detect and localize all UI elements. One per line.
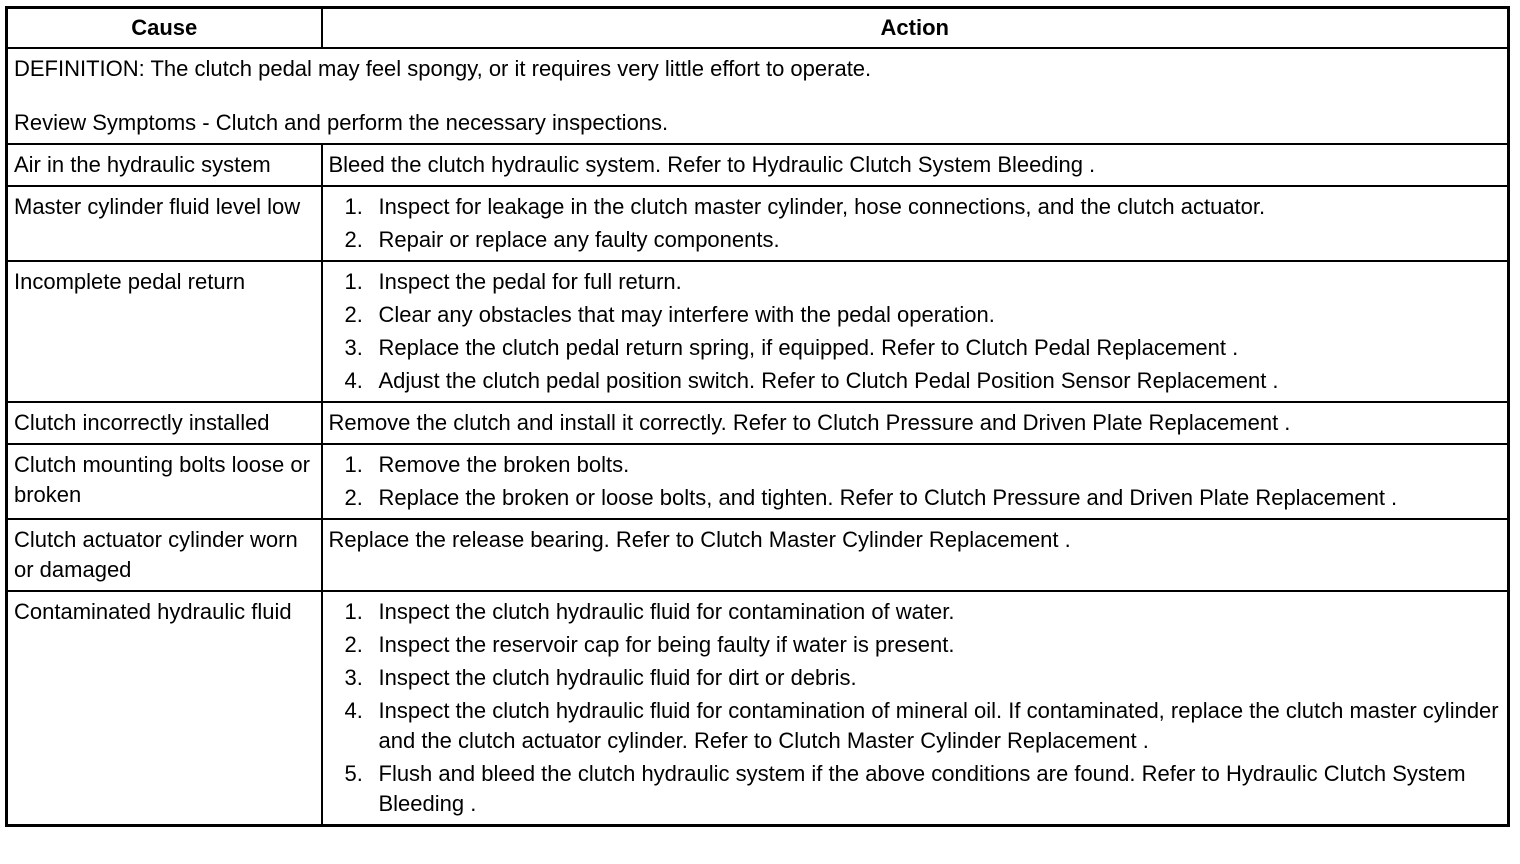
step-number: 2. — [344, 227, 363, 252]
action-step — [329, 333, 1502, 363]
definition-cell — [7, 48, 1509, 144]
step-text: Inspect the reservoir cap for being faulty if water is present. — [378, 632, 955, 657]
step-text: Repair or replace any faulty components. — [378, 227, 780, 252]
step-number: 3. — [344, 335, 363, 360]
cause-cell: Air in the hydraulic system — [7, 144, 322, 186]
table-row — [7, 519, 1509, 591]
step-text: Inspect the pedal for full return. — [378, 269, 682, 294]
step-number: 1. — [344, 269, 363, 294]
table-row — [7, 444, 1509, 519]
step-number: 4. — [344, 698, 363, 723]
header-row — [7, 8, 1509, 49]
step-text: Clear any obstacles that may interfere with the pedal operation. — [378, 302, 995, 327]
step-number: 3. — [344, 665, 363, 690]
step-text: Flush and bleed the clutch hydraulic system if the above conditions are found. Refer to Hydraulic Clutch System Bleeding . — [378, 761, 1466, 816]
cause-cell: Clutch actuator cylinder worn or damaged — [7, 519, 322, 591]
table-row — [7, 144, 1509, 186]
step-text: Inspect the clutch hydraulic fluid for contamination of water. — [378, 599, 955, 624]
step-text: Replace the broken or loose bolts, and tighten. Refer to Clutch Pressure and Driven Plate Replacement . — [378, 485, 1398, 510]
step-text: Remove the broken bolts. — [378, 452, 630, 477]
step-number: 1. — [344, 599, 363, 624]
action-cell: Replace the release bearing. Refer to Clutch Master Cylinder Replacement . — [322, 519, 1509, 591]
step-text: Inspect the clutch hydraulic fluid for dirt or debris. — [378, 665, 857, 690]
definition-row — [7, 48, 1509, 144]
cause-cell: Master cylinder fluid level low — [7, 186, 322, 261]
table-row — [7, 261, 1509, 402]
definition-spacer — [14, 84, 1501, 108]
step-number: 5. — [344, 761, 363, 786]
step-text: Inspect for leakage in the clutch master cylinder, hose connections, and the clutch actuator. — [378, 194, 1266, 219]
step-number: 4. — [344, 368, 363, 393]
action-column-header: Action — [322, 8, 1509, 49]
step-text: Replace the clutch pedal return spring, if equipped. Refer to Clutch Pedal Replacement . — [378, 335, 1239, 360]
step-text: Adjust the clutch pedal position switch. Refer to Clutch Pedal Position Sensor Replacement . — [378, 368, 1279, 393]
step-number: 2. — [344, 302, 363, 327]
diagnostic-table — [5, 6, 1510, 827]
action-cell: Remove the clutch and install it correctly. Refer to Clutch Pressure and Driven Plate Replacement . — [322, 402, 1509, 444]
step-number: 2. — [344, 632, 363, 657]
table-row — [7, 591, 1509, 826]
action-steps — [329, 597, 1502, 819]
step-number: 1. — [344, 452, 363, 477]
definition-text: DEFINITION: The clutch pedal may feel spongy, or it requires very little effort to operate. — [14, 56, 872, 81]
action-step — [329, 225, 1502, 255]
action-step — [329, 192, 1502, 222]
cause-cell: Clutch mounting bolts loose or broken — [7, 444, 322, 519]
action-step — [329, 450, 1502, 480]
cause-cell: Incomplete pedal return — [7, 261, 322, 402]
action-steps — [329, 192, 1502, 255]
action-step — [329, 267, 1502, 297]
action-step — [329, 759, 1502, 819]
step-text: Inspect the clutch hydraulic fluid for contamination of mineral oil. If contaminated, replace the clutch master cylinder and the clutch actuator cylinder. Refer to Clutch Master Cylinder Replacement . — [378, 698, 1499, 753]
action-cell — [322, 261, 1509, 402]
action-step — [329, 300, 1502, 330]
action-cell — [322, 186, 1509, 261]
cause-column-header: Cause — [7, 8, 322, 49]
action-cell: Bleed the clutch hydraulic system. Refer to Hydraulic Clutch System Bleeding . — [322, 144, 1509, 186]
action-step — [329, 597, 1502, 627]
action-step — [329, 630, 1502, 660]
action-cell — [322, 444, 1509, 519]
cause-cell: Clutch incorrectly installed — [7, 402, 322, 444]
cause-cell: Contaminated hydraulic fluid — [7, 591, 322, 826]
step-number: 1. — [344, 194, 363, 219]
action-cell — [322, 591, 1509, 826]
action-step — [329, 696, 1502, 756]
action-step — [329, 663, 1502, 693]
table-row — [7, 186, 1509, 261]
action-step — [329, 366, 1502, 396]
table-row — [7, 402, 1509, 444]
action-steps — [329, 450, 1502, 513]
action-step — [329, 483, 1502, 513]
step-number: 2. — [344, 485, 363, 510]
action-steps — [329, 267, 1502, 396]
review-symptoms-text: Review Symptoms - Clutch and perform the necessary inspections. — [14, 110, 669, 135]
